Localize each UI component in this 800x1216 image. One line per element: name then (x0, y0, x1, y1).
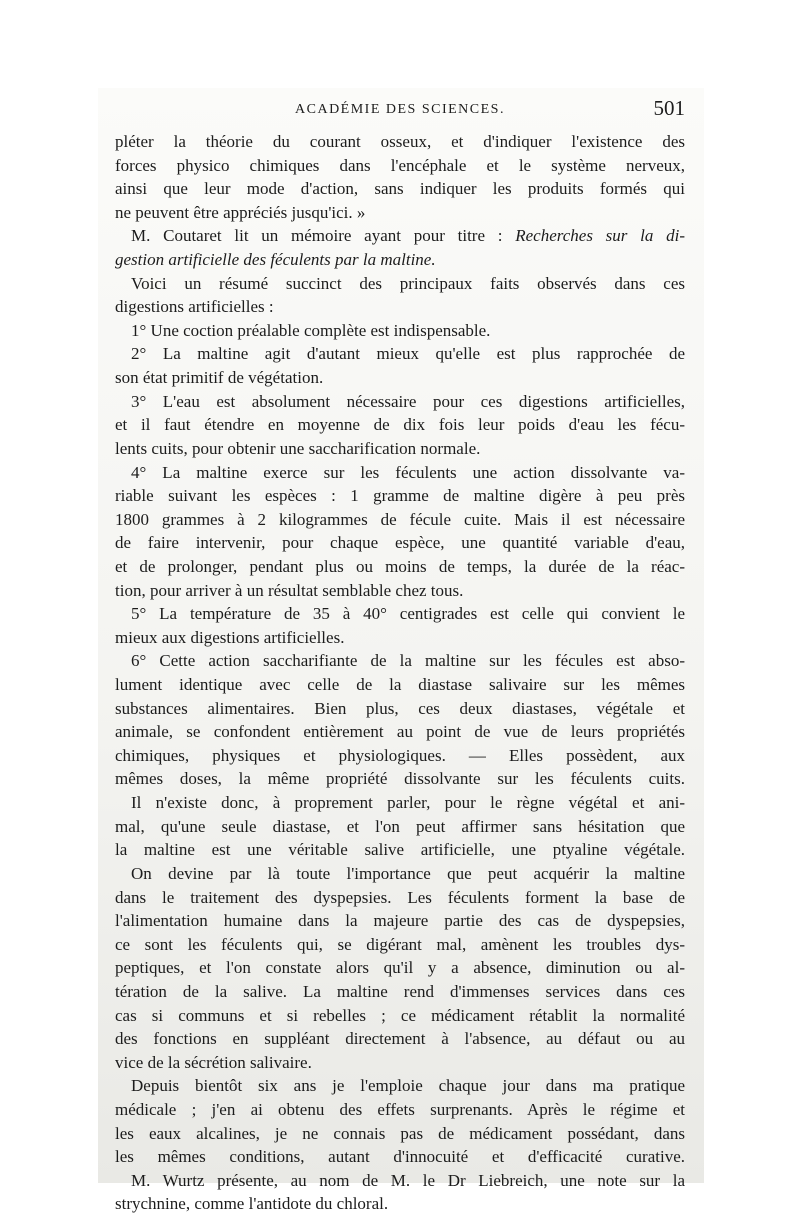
text-line: médicale ; j'en ai obtenu des effets surprenants. Après le régime et (115, 1099, 685, 1119)
text-line: son état primitif de végétation. (115, 368, 324, 388)
page-header (115, 96, 685, 120)
text-line: mêmes doses, la même propriété dissolvante sur les féculents cuits. (115, 769, 685, 789)
text-line: peptiques, et l'on constate alors qu'il y a absence, diminution ou al- (115, 958, 685, 978)
text-line: la maltine est une véritable salive artificielle, une ptyaline végétale. (115, 840, 685, 860)
text-line: lument identique avec celle de la diastase salivaire sur les mêmes (115, 675, 685, 695)
text-line: digestions artificielles : (115, 297, 274, 317)
text-line: 3° L'eau est absolument nécessaire pour ces digestions artificielles, (131, 391, 685, 411)
text-line: 4° La maltine exerce sur les féculents une action dissolvante va- (131, 462, 685, 482)
text-line: 1° Une coction préalable complète est indispensable. (131, 320, 491, 340)
text-line: des fonctions en suppléant directement à l'absence, au défaut ou au (115, 1029, 685, 1049)
text-line: ce sont les féculents qui, se digérant mal, amènent les troubles dys- (115, 934, 685, 954)
memoir-title-line (115, 224, 685, 248)
memoir-title-part: Recherches sur la di- (515, 226, 685, 246)
text-line: substances alimentaires. Bien plus, ces deux diastases, végétale et (115, 698, 685, 718)
text-line: les eaux alcalines, je ne connais pas de médicament possédant, dans (115, 1123, 685, 1143)
text-line: Voici un résumé succinct des principaux faits observés dans ces (131, 273, 685, 293)
text-line: ne peuvent être appréciés jusqu'ici. » (115, 202, 366, 222)
text-line: M. Wurtz présente, au nom de M. le Dr Liebreich, une note sur la (131, 1170, 685, 1190)
text-line: dans le traitement des dyspepsies. Les féculents forment la base de (115, 887, 685, 907)
text-line: ainsi que leur mode d'action, sans indiquer les produits formés qui (115, 179, 685, 199)
memoir-intro: M. Coutaret lit un mémoire ayant pour titre : (131, 226, 503, 246)
text-line: strychnine, comme l'antidote du chloral. (115, 1194, 389, 1214)
text-line: tération de la salive. La maltine rend d'immenses services dans ces (115, 981, 685, 1001)
article-body (115, 130, 685, 1216)
text-line: Depuis bientôt six ans je l'emploie chaque jour dans ma pratique (131, 1076, 685, 1096)
text-line: de faire intervenir, pour chaque espèce, une quantité variable d'eau, (115, 533, 685, 553)
text-line: pléter la théorie du courant osseux, et d'indiquer l'existence des (115, 132, 685, 151)
text-line: mal, qu'une seule diastase, et l'on peut affirmer sans hésitation que (115, 816, 685, 836)
text-line: forces physico chimiques dans l'encéphale et le système nerveux, (115, 155, 685, 175)
text-line: animale, se confondent entièrement au point de vue de leurs propriétés (115, 722, 685, 742)
text-line: 5° La température de 35 à 40° centigrades est celle qui convient le (131, 604, 685, 624)
text-line: 1800 grammes à 2 kilogrammes de fécule cuite. Mais il est nécessaire (115, 509, 685, 529)
text-line: les mêmes conditions, autant d'innocuité et d'efficacité curative. (115, 1147, 685, 1167)
text-line: riable suivant les espèces : 1 gramme de maltine digère à peu près (115, 486, 685, 506)
text-line: chimiques, physiques et physiologiques. — Elles possèdent, aux (115, 745, 685, 765)
text-line: l'alimentation humaine dans la majeure partie des cas de dyspepsies, (115, 911, 685, 931)
text-line: et il faut étendre en moyenne de dix fois leur poids d'eau les fécu- (115, 415, 685, 435)
text-line: cas si communs et si rebelles ; ce médicament rétablit la normalité (115, 1005, 685, 1025)
text-line: et de prolonger, pendant plus ou moins de temps, la durée de la réac- (115, 556, 685, 576)
memoir-title-continued: gestion artificielle des féculents par la maltine. (115, 250, 436, 270)
text-line: lents cuits, pour obtenir une saccharification normale. (115, 438, 481, 458)
running-title: ACADÉMIE DES SCIENCES. (295, 102, 505, 117)
text-line: 6° Cette action saccharifiante de la maltine sur les fécules est abso- (131, 651, 685, 671)
page-number: 501 (653, 96, 685, 120)
text-line: On devine par là toute l'importance que peut acquérir la maltine (131, 863, 685, 883)
text-line: 2° La maltine agit d'autant mieux qu'elle est plus rapprochée de (131, 344, 685, 364)
text-line: mieux aux digestions artificielles. (115, 627, 345, 647)
text-line: tion, pour arriver à un résultat semblable chez tous. (115, 580, 464, 600)
text-line: vice de la sécrétion salivaire. (115, 1052, 312, 1072)
text-line: Il n'existe donc, à proprement parler, pour le règne végétal et ani- (131, 793, 685, 813)
